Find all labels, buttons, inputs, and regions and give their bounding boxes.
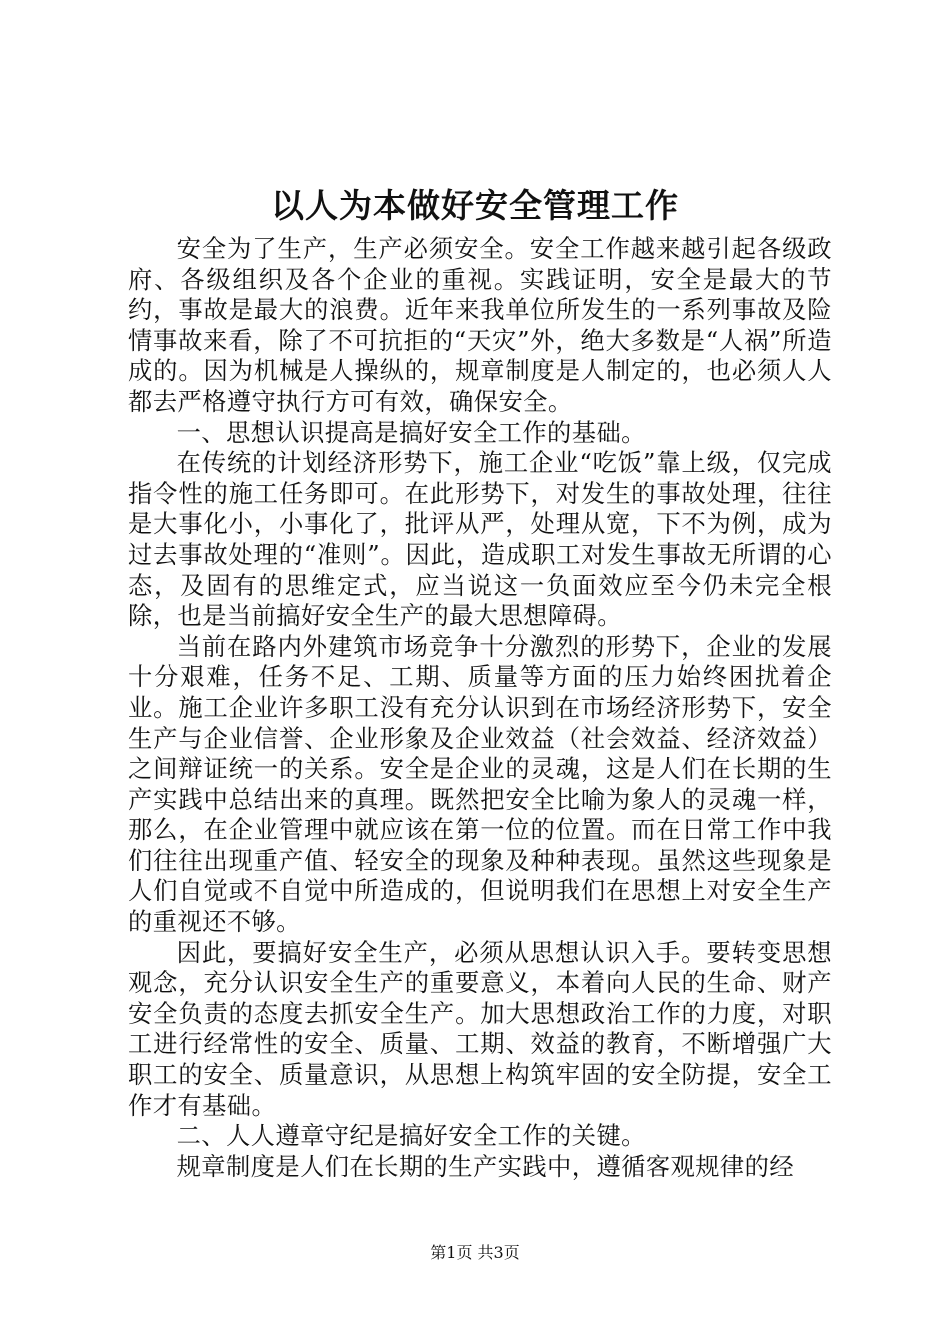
section-heading-2: 二、人人遵章守纪是搞好安全工作的关键。 [176,1121,646,1151]
document-body [128,234,832,1182]
document-title: 以人为本做好安全管理工作 [271,186,679,225]
paragraph-planned-economy: 在传统的计划经济形势下，施工企业“吃饭”靠上级，仅完成指令性的施工任务即可。在此形势下，对发生的事故处理，往往是大事化小，小事化了，批评从严，处理从宽，下不为例，成为过去事故处理的“准则”。因此，造成职工对发生事故无所谓的心态，及固有的思维定式，应当说这一负面效应至今仍未完全根除，也是当前搞好安全生产的最大思想障碍。 [128,448,832,631]
paragraph-market-competition: 当前在路内外建筑市场竞争十分激烈的形势下，企业的发展十分艰难，任务不足、工期、质量等方面的压力始终困扰着企业。施工企业许多职工没有充分认识到在市场经济形势下，安全生产与企业信誉、企业形象及企业效益（社会效益、经济效益）之间辩证统一的关系。安全是企业的灵魂，这是人们在长期的生产实践中总结出来的真理。既然把安全比喻为象人的灵魂一样，那么，在企业管理中就应该在第一位的位置。而在日常工作中我们往往出现重产值、轻安全的现象及种种表现。虽然这些现象是人们自觉或不自觉中所造成的，但说明我们在思想上对安全生产的重视还不够。 [128,631,832,937]
paragraph-therefore: 因此，要搞好安全生产，必须从思想认识入手。要转变思想观念，充分认识安全生产的重要意义，本着向人民的生命、财产安全负责的态度去抓安全生产。加大思想政治工作的力度，对职工进行经常性的安全、质量、工期、效益的教育，不断增强广大职工的安全、质量意识，从思想上构筑牢固的安全防提，安全工作才有基础。 [128,937,832,1120]
paragraph-rules: 规章制度是人们在长期的生产实践中，遵循客观规律的经 [176,1151,795,1181]
paragraph-intro: 安全为了生产，生产必须安全。安全工作越来越引起各级政府、各级组织及各个企业的重视。实践证明，安全是最大的节约，事故是最大的浪费。近年来我单位所发生的一系列事故及险情事故来看，除了不可抗拒的“天灾”外，绝大多数是“人祸”所造成的。因为机械是人操纵的，规章制度是人制定的，也必须人人都去严格遵守执行方可有效，确保安全。 [128,234,832,416]
section-heading-1: 一、思想认识提高是搞好安全工作的基础。 [176,417,646,447]
page-footer: 第1页 共3页 [430,1243,520,1262]
